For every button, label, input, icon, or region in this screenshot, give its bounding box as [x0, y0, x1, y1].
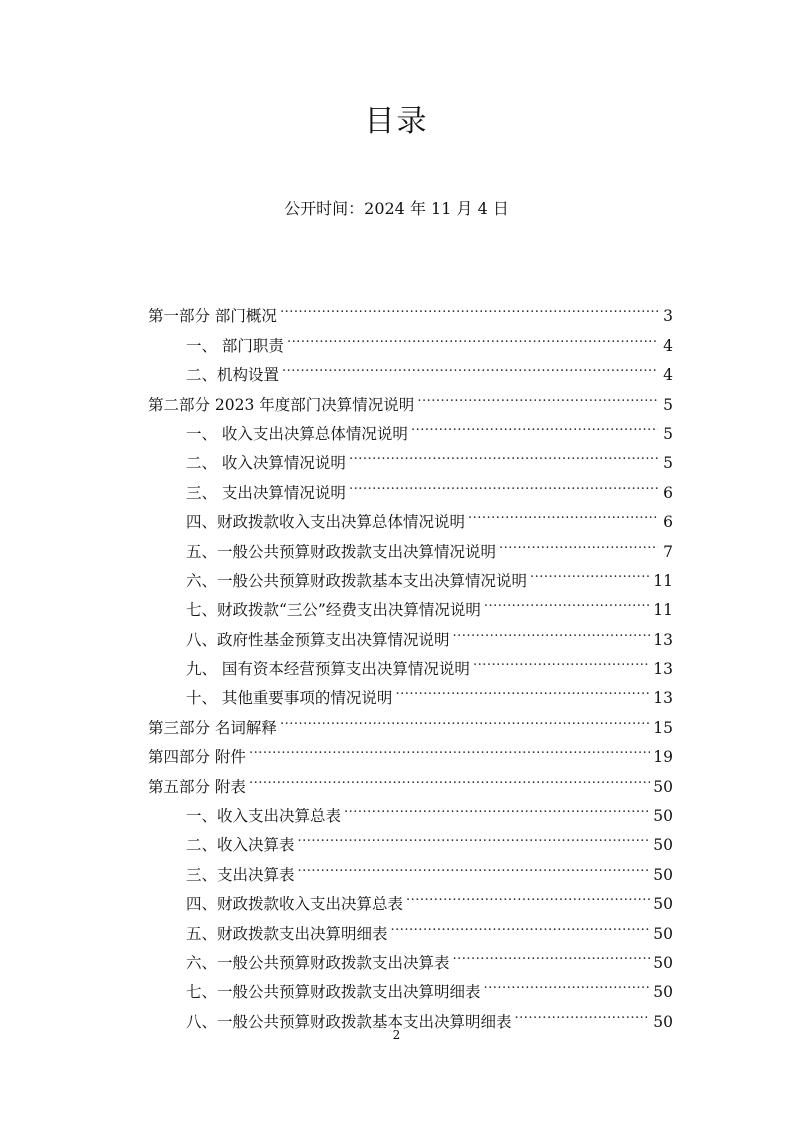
toc-entry-label: 二、 收入决算情况说明	[186, 454, 346, 473]
toc-entry-label: 五、一般公共预算财政拨款支出决算情况说明	[186, 542, 497, 561]
toc-entry-label: 二、机构设置	[186, 366, 280, 385]
toc-entry-page: 50	[653, 983, 673, 1002]
toc-entry-page: 6	[663, 513, 673, 532]
toc-leader-dots	[484, 586, 650, 615]
toc-entry-label: 九、 国有资本经营预算支出决算情况说明	[186, 660, 470, 679]
toc-entry-label: 第四部分 附件	[148, 748, 246, 767]
toc-entry-label: 五、财政拨款支出决算明细表	[186, 924, 388, 943]
toc-leader-dots	[287, 321, 658, 350]
toc-entry-label: 一、 部门职责	[186, 336, 284, 355]
toc-entry-page: 5	[663, 424, 673, 443]
toc-leader-dots	[406, 880, 650, 909]
toc-leader-dots	[515, 997, 651, 1026]
toc-leader-dots	[349, 468, 658, 497]
toc-entry-label: 八、政府性基金预算支出决算情况说明	[186, 630, 450, 649]
toc-entry-label: 第五部分 附表	[148, 777, 246, 796]
toc-entry-page: 50	[653, 1012, 673, 1031]
toc-entry-page: 50	[653, 777, 673, 796]
toc-leader-dots	[484, 968, 651, 997]
toc-entry-page: 15	[653, 718, 673, 737]
table-of-contents	[148, 292, 673, 1031]
toc-leader-dots	[411, 410, 658, 439]
toc-entry-label: 十、 其他重要事项的情况说明	[186, 689, 393, 708]
page-number: 2	[392, 1028, 401, 1042]
toc-leader-dots	[395, 674, 650, 703]
toc-leader-dots	[298, 821, 651, 850]
toc-entry-page: 19	[653, 748, 673, 767]
toc-entry-label: 第一部分 部门概况	[148, 307, 277, 326]
toc-entry-page: 13	[653, 689, 673, 708]
toc-entry-label: 七、一般公共预算财政拨款支出决算明细表	[186, 983, 481, 1002]
toc-entry-page: 5	[663, 454, 673, 473]
toc-entry-page: 13	[653, 660, 673, 679]
toc-entry-page: 50	[653, 924, 673, 943]
toc-leader-dots	[298, 850, 651, 879]
toc-entry-label: 第三部分 名词解释	[148, 718, 277, 737]
publish-date: 公开时间：2024 年 11 月 4 日	[284, 199, 509, 218]
toc-entry-label: 第二部分 2023 年度部门决算情况说明	[148, 395, 415, 414]
toc-entry-label: 六、一般公共预算财政拨款基本支出决算情况说明	[186, 571, 528, 590]
toc-entry-page: 50	[653, 836, 673, 855]
toc-leader-dots	[391, 909, 651, 938]
toc-entry-label: 四、财政拨款收入支出决算总体情况说明	[186, 513, 466, 532]
toc-leader-dots	[282, 351, 658, 380]
toc-entry-page: 50	[653, 953, 673, 972]
toc-entry-page: 4	[663, 336, 673, 355]
toc-leader-dots	[417, 380, 658, 409]
toc-entry-page: 7	[663, 542, 673, 561]
toc-entry[interactable]	[148, 292, 673, 326]
toc-entry-label: 八、一般公共预算财政拨款基本支出决算明细表	[186, 1012, 512, 1031]
page-title: 目录	[364, 104, 429, 139]
toc-leader-dots	[349, 439, 658, 468]
toc-leader-dots	[473, 645, 650, 674]
toc-entry-label: 一、收入支出决算总表	[186, 807, 342, 826]
toc-leader-dots	[280, 292, 658, 321]
toc-entry-page: 4	[663, 366, 673, 385]
toc-entry-page: 11	[653, 601, 673, 620]
toc-leader-dots	[249, 733, 650, 762]
toc-entry-page: 3	[663, 307, 673, 326]
toc-entry-label: 三、 支出决算情况说明	[186, 483, 346, 502]
toc-leader-dots	[453, 615, 651, 644]
toc-entry-page: 50	[653, 807, 673, 826]
toc-entry-page: 50	[653, 865, 673, 884]
toc-leader-dots	[530, 557, 650, 586]
toc-entry-label: 六、一般公共预算财政拨款支出决算表	[186, 953, 450, 972]
toc-leader-dots	[453, 939, 651, 968]
toc-entry-page: 13	[653, 630, 673, 649]
toc-entry-page: 50	[653, 895, 673, 914]
toc-entry-label: 一、 收入支出决算总体情况说明	[186, 424, 408, 443]
toc-leader-dots	[280, 703, 650, 732]
toc-entry-label: 二、收入决算表	[186, 836, 295, 855]
toc-entry-page: 5	[663, 395, 673, 414]
toc-leader-dots	[344, 792, 650, 821]
toc-leader-dots	[249, 762, 650, 791]
toc-leader-dots	[499, 527, 658, 556]
toc-entry-page: 6	[663, 483, 673, 502]
toc-entry-label: 四、财政拨款收入支出决算总表	[186, 895, 404, 914]
toc-leader-dots	[468, 498, 658, 527]
toc-entry-label: 七、财政拨款“三公”经费支出决算情况说明	[186, 601, 481, 620]
toc-entry-page: 11	[653, 571, 673, 590]
toc-entry-label: 三、支出决算表	[186, 865, 295, 884]
